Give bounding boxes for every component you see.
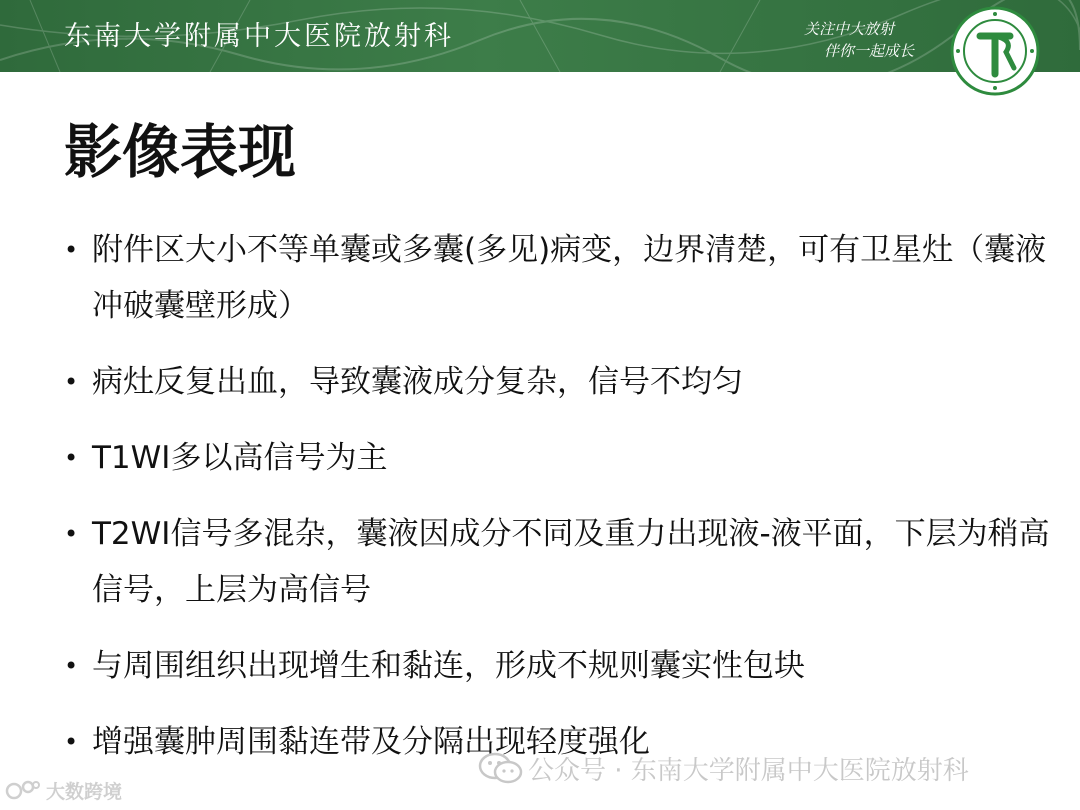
bullet-text: 病灶反复出血，导致囊液成分复杂，信号不均匀	[92, 364, 743, 400]
brand-mark	[4, 774, 122, 806]
bullet-dot: •	[64, 520, 79, 548]
bullet-dot: •	[64, 444, 79, 472]
bullet-text: T2WI信号多混杂，囊液因成分不同及重力出现液-液平面，下层为稍高信号，上层为高信号	[92, 516, 1050, 608]
brand-text: 大数跨境	[46, 780, 123, 803]
bullet-dot: •	[64, 728, 79, 756]
page-title: 影像表现	[64, 118, 297, 186]
bullet-item	[60, 430, 1050, 486]
watermark	[478, 748, 969, 788]
bullet-text: 与周围组织出现增生和黏连，形成不规则囊实性包块	[92, 648, 805, 684]
slogan-line-1: 关注中大放射	[804, 20, 895, 38]
header-title: 东南大学附属中大医院放射科	[64, 21, 454, 52]
watermark-text: 公众号 · 东南大学附属中大医院放射科	[528, 755, 969, 786]
bullet-item	[60, 222, 1050, 334]
wechat-icon	[478, 752, 524, 784]
brand-logo-icon	[4, 777, 42, 803]
bullet-item	[60, 638, 1050, 694]
hospital-seal-icon	[950, 6, 1040, 96]
slogan-line-2: 伴你一起成长	[824, 42, 915, 60]
bullet-text: T1WI多以高信号为主	[92, 440, 388, 476]
bullet-item	[60, 354, 1050, 410]
header-slogan	[790, 18, 940, 62]
bullet-dot: •	[64, 368, 79, 396]
bullet-dot: •	[64, 652, 79, 680]
bullet-item	[60, 506, 1050, 618]
bullet-text: 附件区大小不等单囊或多囊(多见)病变，边界清楚，可有卫星灶（囊液冲破囊壁形成）	[92, 232, 1047, 324]
bullet-list	[60, 222, 1050, 790]
bullet-text: 增强囊肿周围黏连带及分隔出现轻度强化	[92, 724, 650, 760]
header-band	[0, 0, 1080, 72]
bullet-dot: •	[64, 236, 79, 264]
